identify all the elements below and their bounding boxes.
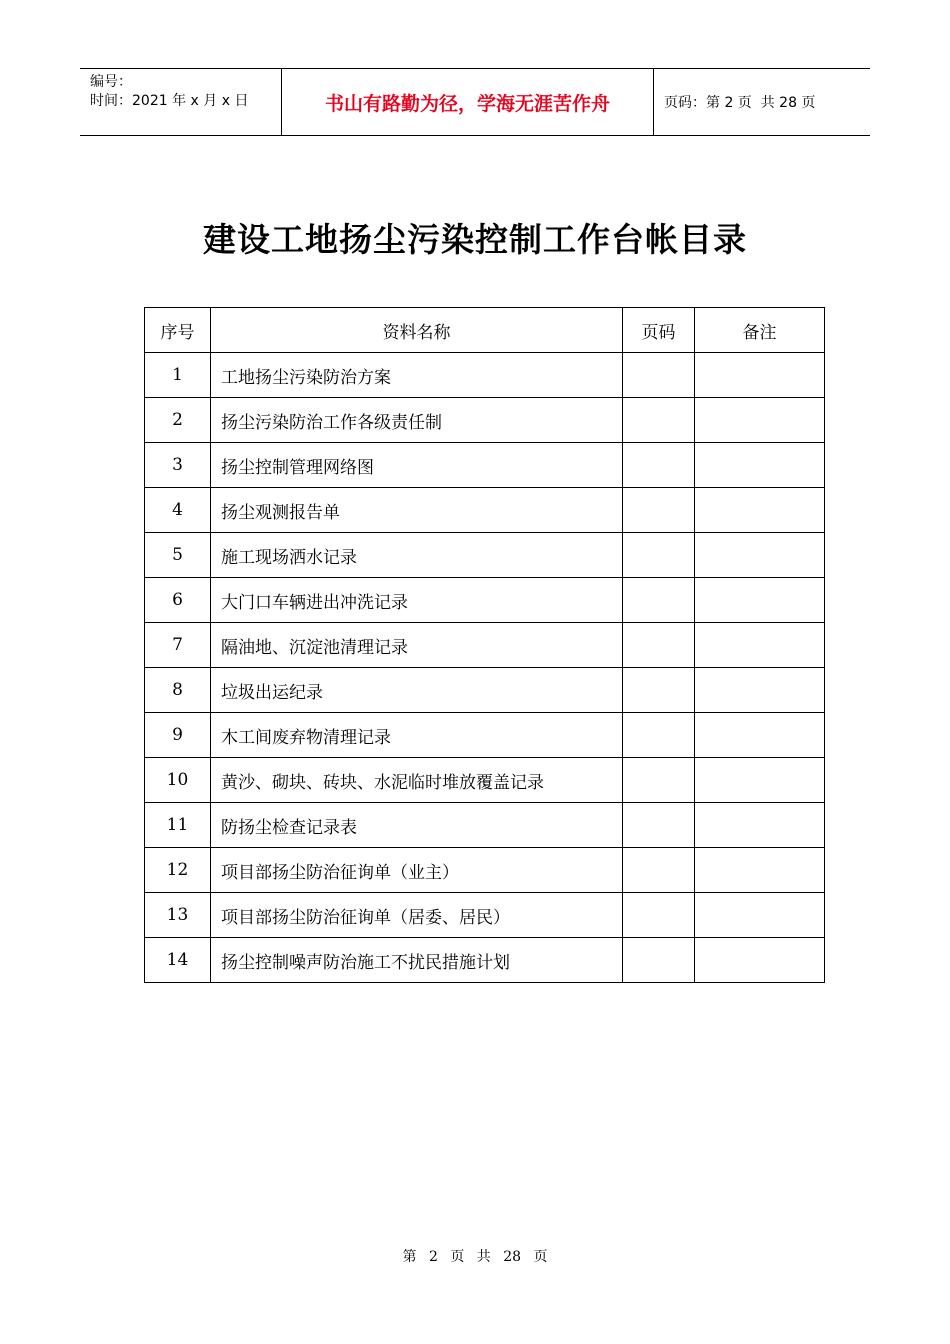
row-name: 扬尘控制管理网络图 (211, 443, 623, 488)
row-name: 防扬尘检查记录表 (211, 803, 623, 848)
table-row (145, 713, 825, 758)
row-page (623, 443, 695, 488)
footer-text: 页 (533, 1249, 548, 1265)
row-note (695, 668, 825, 713)
row-no: 13 (145, 893, 211, 938)
row-page (623, 848, 695, 893)
row-no: 5 (145, 533, 211, 578)
row-page (623, 398, 695, 443)
page-header (80, 68, 870, 136)
row-name: 大门口车辆进出冲洗记录 (211, 578, 623, 623)
row-no: 8 (145, 668, 211, 713)
row-note (695, 803, 825, 848)
header-motto: 书山有路勤为径，学海无涯苦作舟 (281, 69, 654, 135)
header-meta (80, 69, 281, 135)
table-row (145, 353, 825, 398)
row-note (695, 848, 825, 893)
row-no: 9 (145, 713, 211, 758)
row-name: 项目部扬尘防治征询单（业主） (211, 848, 623, 893)
row-no: 7 (145, 623, 211, 668)
row-page (623, 488, 695, 533)
row-note (695, 488, 825, 533)
row-page (623, 668, 695, 713)
table-row (145, 578, 825, 623)
row-note (695, 533, 825, 578)
table-header-row (145, 308, 825, 353)
col-header-page: 页码 (623, 308, 695, 353)
table-row (145, 443, 825, 488)
footer-page-number: 2 (428, 1249, 438, 1265)
row-note (695, 938, 825, 983)
page-footer (0, 1246, 950, 1266)
document-time-label: 时间：2021 年 x 月 x 日 (90, 93, 249, 109)
row-name: 隔油地、沉淀池清理记录 (211, 623, 623, 668)
toc-table (144, 307, 825, 983)
footer-text: 共 (476, 1249, 491, 1265)
table-row (145, 398, 825, 443)
row-page (623, 713, 695, 758)
document-number-label: 编号： (90, 74, 132, 90)
row-page (623, 938, 695, 983)
col-header-no: 序号 (145, 308, 211, 353)
table-row (145, 848, 825, 893)
row-page (623, 353, 695, 398)
row-note (695, 893, 825, 938)
row-no: 4 (145, 488, 211, 533)
table-row (145, 488, 825, 533)
row-page (623, 623, 695, 668)
row-page (623, 578, 695, 623)
header-page-info-text: 页码：第 2 页 共 28 页 (664, 95, 816, 111)
document-title: 建设工地扬尘污染控制工作台帐目录 (203, 220, 747, 259)
footer-text: 页 (450, 1249, 465, 1265)
row-name: 垃圾出运纪录 (211, 668, 623, 713)
row-note (695, 713, 825, 758)
table-row (145, 803, 825, 848)
row-note (695, 758, 825, 803)
row-no: 12 (145, 848, 211, 893)
row-name: 扬尘污染防治工作各级责任制 (211, 398, 623, 443)
table-row (145, 893, 825, 938)
row-name: 扬尘观测报告单 (211, 488, 623, 533)
row-note (695, 623, 825, 668)
row-name: 施工现场洒水记录 (211, 533, 623, 578)
row-note (695, 578, 825, 623)
row-no: 6 (145, 578, 211, 623)
row-no: 2 (145, 398, 211, 443)
table-row (145, 938, 825, 983)
row-no: 14 (145, 938, 211, 983)
row-note (695, 353, 825, 398)
row-page (623, 893, 695, 938)
table-row (145, 758, 825, 803)
row-note (695, 398, 825, 443)
footer-text: 第 (402, 1249, 417, 1265)
table-row (145, 533, 825, 578)
row-name: 工地扬尘污染防治方案 (211, 353, 623, 398)
footer-total-pages: 28 (503, 1249, 522, 1265)
row-name: 黄沙、砌块、砖块、水泥临时堆放覆盖记录 (211, 758, 623, 803)
table-row (145, 623, 825, 668)
header-page-info (654, 69, 870, 135)
row-name: 项目部扬尘防治征询单（居委、居民） (211, 893, 623, 938)
row-no: 10 (145, 758, 211, 803)
row-name: 扬尘控制噪声防治施工不扰民措施计划 (211, 938, 623, 983)
row-name: 木工间废弃物清理记录 (211, 713, 623, 758)
row-page (623, 758, 695, 803)
col-header-name: 资料名称 (211, 308, 623, 353)
row-no: 1 (145, 353, 211, 398)
col-header-note: 备注 (695, 308, 825, 353)
table-row (145, 668, 825, 713)
row-page (623, 803, 695, 848)
row-page (623, 533, 695, 578)
row-note (695, 443, 825, 488)
row-no: 11 (145, 803, 211, 848)
row-no: 3 (145, 443, 211, 488)
